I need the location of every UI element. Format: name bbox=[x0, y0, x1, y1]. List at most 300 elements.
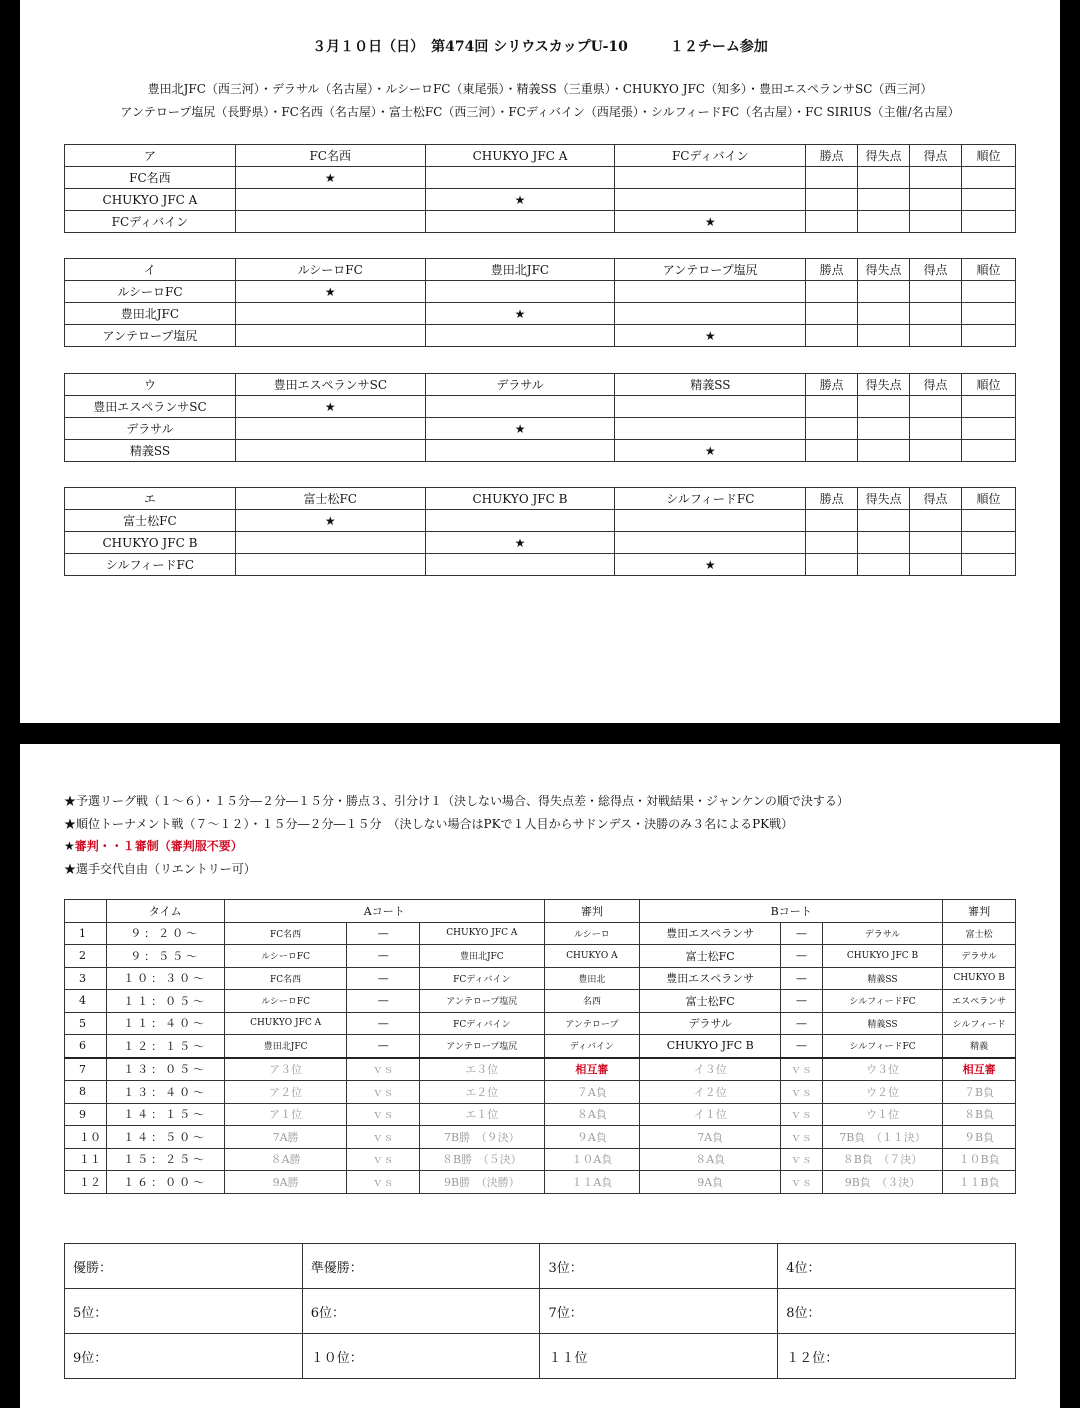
a-referee: 豊田北 bbox=[544, 967, 640, 990]
star-icon: ★ bbox=[615, 325, 806, 347]
group-name: ア bbox=[65, 145, 236, 167]
b-team-1: 富士松FC bbox=[640, 990, 781, 1013]
group-table bbox=[64, 144, 1016, 233]
a-team-2: エ３位 bbox=[420, 1058, 545, 1081]
group-row-team: 豊田北JFC bbox=[65, 303, 236, 325]
results-row bbox=[65, 1244, 1016, 1289]
group-stat-header: 順位 bbox=[962, 145, 1016, 167]
b-team-1: デラサル bbox=[640, 1012, 781, 1035]
stat-cell bbox=[910, 554, 962, 576]
stat-cell bbox=[806, 532, 858, 554]
group-row bbox=[65, 554, 1016, 576]
group-column-team: シルフィードFC bbox=[615, 488, 806, 510]
match-number: １０ bbox=[65, 1126, 107, 1149]
group-stat-header: 得点 bbox=[910, 374, 962, 396]
results-row bbox=[65, 1289, 1016, 1334]
b-team-2: ８B負 （７決） bbox=[822, 1148, 942, 1171]
star-icon: ★ bbox=[235, 510, 425, 532]
star-icon: ★ bbox=[615, 440, 806, 462]
schedule-row bbox=[65, 922, 1016, 945]
schedule-row bbox=[65, 1035, 1016, 1058]
stat-cell bbox=[961, 303, 1015, 325]
match-time: ９：２０～ bbox=[106, 922, 224, 945]
result-cell bbox=[615, 396, 806, 418]
group-row-team: CHUKYO JFC A bbox=[65, 189, 236, 211]
a-team-2: CHUKYO JFC A bbox=[420, 922, 545, 945]
schedule-row bbox=[65, 1103, 1016, 1126]
a-separator: — bbox=[347, 945, 420, 968]
b-referee: デラサル bbox=[943, 945, 1016, 968]
a-separator: ｖｓ bbox=[347, 1148, 420, 1171]
b-separator: ｖｓ bbox=[781, 1081, 823, 1104]
result-cell bbox=[615, 281, 806, 303]
a-team-2: エ２位 bbox=[420, 1081, 545, 1104]
b-team-1: 9A負 bbox=[640, 1171, 781, 1194]
placement-cell: １０位： bbox=[302, 1334, 540, 1379]
stat-cell bbox=[858, 211, 910, 233]
group-stat-header: 順位 bbox=[961, 259, 1015, 281]
stat-cell bbox=[910, 510, 962, 532]
a-separator: — bbox=[347, 990, 420, 1013]
header-no bbox=[65, 900, 107, 923]
schedule-row bbox=[65, 990, 1016, 1013]
b-team-1: ８A負 bbox=[640, 1148, 781, 1171]
placement-cell: 3位： bbox=[540, 1244, 778, 1289]
b-team-2: 精義SS bbox=[822, 1012, 942, 1035]
b-referee: 精義 bbox=[943, 1035, 1016, 1058]
stat-cell bbox=[858, 167, 910, 189]
match-time: ９：５５～ bbox=[106, 945, 224, 968]
result-cell bbox=[425, 167, 615, 189]
group-row bbox=[65, 281, 1016, 303]
match-number: 5 bbox=[65, 1012, 107, 1035]
result-cell bbox=[615, 418, 806, 440]
a-team-2: ８B勝 （５決） bbox=[420, 1148, 545, 1171]
result-cell bbox=[615, 303, 806, 325]
stat-cell bbox=[806, 303, 858, 325]
group-stat-header: 得失点 bbox=[858, 488, 910, 510]
a-referee: １１A負 bbox=[544, 1171, 640, 1194]
match-number: 8 bbox=[65, 1081, 107, 1104]
stat-cell bbox=[910, 211, 962, 233]
group-row-team: FC名西 bbox=[65, 167, 236, 189]
group-stat-header: 得失点 bbox=[858, 145, 910, 167]
group-table bbox=[64, 373, 1016, 462]
b-separator: ｖｓ bbox=[781, 1126, 823, 1149]
group-stat-header: 順位 bbox=[962, 374, 1016, 396]
a-team-1: ルシーロFC bbox=[224, 990, 347, 1013]
result-cell bbox=[615, 532, 806, 554]
group-row bbox=[65, 167, 1016, 189]
group-row-team: CHUKYO JFC B bbox=[65, 532, 236, 554]
group-row-team: デラサル bbox=[65, 418, 236, 440]
schedule-row bbox=[65, 945, 1016, 968]
a-team-1: 7A勝 bbox=[224, 1126, 347, 1149]
group-row bbox=[65, 189, 1016, 211]
star-icon: ★ bbox=[615, 211, 806, 233]
result-cell bbox=[425, 211, 615, 233]
group-stat-header: 勝点 bbox=[806, 374, 858, 396]
schedule-row bbox=[65, 967, 1016, 990]
match-time: １２：１５～ bbox=[106, 1035, 224, 1058]
stat-cell bbox=[962, 510, 1016, 532]
a-team-2: 豊田北JFC bbox=[420, 945, 545, 968]
rule-referee-text: 審判・・１審制（審判服不要） bbox=[74, 839, 243, 853]
a-referee: ルシーロ bbox=[544, 922, 640, 945]
a-team-1: 9A勝 bbox=[224, 1171, 347, 1194]
stat-cell bbox=[910, 167, 962, 189]
group-stat-header: 得失点 bbox=[858, 374, 910, 396]
match-number: 1 bbox=[65, 922, 107, 945]
group-column-team: 豊田北JFC bbox=[425, 259, 615, 281]
placement-cell: 9位： bbox=[65, 1334, 303, 1379]
match-time: １５：２５～ bbox=[106, 1148, 224, 1171]
b-team-2: ウ２位 bbox=[822, 1081, 942, 1104]
stat-cell bbox=[910, 396, 962, 418]
stat-cell bbox=[962, 211, 1016, 233]
group-column-team: CHUKYO JFC A bbox=[425, 145, 615, 167]
stat-cell bbox=[806, 554, 858, 576]
group-column-team: 精義SS bbox=[615, 374, 806, 396]
placement-cell: 7位： bbox=[540, 1289, 778, 1334]
b-separator: ｖｓ bbox=[781, 1058, 823, 1081]
group-row-team: ルシーロFC bbox=[65, 281, 236, 303]
b-referee: １１B負 bbox=[943, 1171, 1016, 1194]
result-cell bbox=[425, 554, 615, 576]
a-team-2: 9B勝 （決勝） bbox=[420, 1171, 545, 1194]
match-time: １３：０５～ bbox=[106, 1058, 224, 1081]
group-column-team: 富士松FC bbox=[235, 488, 425, 510]
group-row bbox=[65, 211, 1016, 233]
match-number: 9 bbox=[65, 1103, 107, 1126]
schedule-row bbox=[65, 1081, 1016, 1104]
b-team-1: CHUKYO JFC B bbox=[640, 1035, 781, 1058]
b-team-1: 豊田エスペランサ bbox=[640, 967, 781, 990]
match-time: １４：１５～ bbox=[106, 1103, 224, 1126]
stat-cell bbox=[806, 440, 858, 462]
stat-cell bbox=[910, 418, 962, 440]
group-row-team: シルフィードFC bbox=[65, 554, 236, 576]
stat-cell bbox=[910, 189, 962, 211]
stat-cell bbox=[961, 325, 1015, 347]
b-team-1: 富士松FC bbox=[640, 945, 781, 968]
stat-cell bbox=[858, 189, 910, 211]
result-cell bbox=[235, 440, 425, 462]
b-separator: ｖｓ bbox=[781, 1148, 823, 1171]
b-team-2: デラサル bbox=[822, 922, 942, 945]
match-time: １６：００～ bbox=[106, 1171, 224, 1194]
a-team-1: CHUKYO JFC A bbox=[224, 1012, 347, 1035]
group-stat-header: 勝点 bbox=[806, 259, 858, 281]
a-referee: ７A負 bbox=[544, 1081, 640, 1104]
schedule-row bbox=[65, 1126, 1016, 1149]
schedule-header-row bbox=[65, 900, 1016, 923]
result-cell bbox=[425, 281, 615, 303]
header-b-ref: 審判 bbox=[943, 900, 1016, 923]
stat-cell bbox=[858, 303, 910, 325]
placement-cell: 6位： bbox=[302, 1289, 540, 1334]
rule-referee bbox=[64, 837, 243, 854]
group-row bbox=[65, 303, 1016, 325]
group-column-team: ルシーロFC bbox=[235, 259, 425, 281]
b-referee: ７B負 bbox=[943, 1081, 1016, 1104]
b-separator: — bbox=[781, 945, 823, 968]
b-team-2: 7B負 （１１決） bbox=[822, 1126, 942, 1149]
stat-cell bbox=[858, 325, 910, 347]
group-row bbox=[65, 440, 1016, 462]
a-team-1: 豊田北JFC bbox=[224, 1035, 347, 1058]
stat-cell bbox=[858, 396, 910, 418]
result-cell bbox=[235, 303, 425, 325]
group-stat-header: 得点 bbox=[910, 145, 962, 167]
teams-line-2: アンテロープ塩尻（長野県）・FC名西（名古屋）・富士松FC（西三河）・FCディバイン（西尾張）・シルフィードFC（名古屋）・FC SIRIUS（主催/名古屋） bbox=[120, 105, 960, 119]
b-referee: 富士松 bbox=[943, 922, 1016, 945]
a-separator: ｖｓ bbox=[347, 1081, 420, 1104]
group-column-team: FCディバイン bbox=[615, 145, 806, 167]
group-table bbox=[64, 487, 1016, 576]
match-time: １１：０５～ bbox=[106, 990, 224, 1013]
a-separator: ｖｓ bbox=[347, 1103, 420, 1126]
result-cell bbox=[425, 325, 615, 347]
match-number: 7 bbox=[65, 1058, 107, 1081]
result-cell bbox=[235, 532, 425, 554]
result-cell bbox=[235, 418, 425, 440]
placement-cell: 優勝： bbox=[65, 1244, 303, 1289]
placement-cell: １２位： bbox=[778, 1334, 1016, 1379]
b-team-1: イ２位 bbox=[640, 1081, 781, 1104]
group-column-team: FC名西 bbox=[235, 145, 425, 167]
stat-cell bbox=[962, 532, 1016, 554]
group-row-team: 富士松FC bbox=[65, 510, 236, 532]
a-separator: ｖｓ bbox=[347, 1058, 420, 1081]
schedule-table bbox=[64, 899, 1016, 1194]
schedule-row bbox=[65, 1012, 1016, 1035]
schedule-row bbox=[65, 1058, 1016, 1081]
b-separator: — bbox=[781, 967, 823, 990]
b-referee: １０B負 bbox=[943, 1148, 1016, 1171]
group-stat-header: 勝点 bbox=[806, 488, 858, 510]
teams-line-1: 豊田北JFC（西三河）・デラサル（名古屋）・ルシーロFC（東尾張）・精義SS（三重県）・CHUKYO JFC（知多）・豊田エスペランサSC（西三河） bbox=[147, 82, 933, 96]
rule-star: ★ bbox=[64, 839, 75, 853]
page-1 bbox=[20, 0, 1060, 723]
match-time: １４：５０～ bbox=[106, 1126, 224, 1149]
rule-tournament: ★順位トーナメント戦（７～１２）・１５分―２分―１５分 （決しない場合はPKで１人目からサドンデス・決勝のみ３名によるPK戦） bbox=[64, 817, 794, 831]
a-separator: ｖｓ bbox=[347, 1171, 420, 1194]
b-separator: — bbox=[781, 1035, 823, 1058]
group-row bbox=[65, 418, 1016, 440]
b-team-1: 豊田エスペランサ bbox=[640, 922, 781, 945]
results-table bbox=[64, 1243, 1016, 1379]
b-referee: エスペランサ bbox=[943, 990, 1016, 1013]
a-referee: ８A負 bbox=[544, 1103, 640, 1126]
stat-cell bbox=[962, 396, 1016, 418]
group-table bbox=[64, 258, 1016, 347]
star-icon: ★ bbox=[425, 532, 615, 554]
a-team-1: ８A勝 bbox=[224, 1148, 347, 1171]
group-stat-header: 勝点 bbox=[806, 145, 858, 167]
stat-cell bbox=[910, 303, 962, 325]
b-referee: CHUKYO B bbox=[943, 967, 1016, 990]
stat-cell bbox=[806, 510, 858, 532]
stat-cell bbox=[806, 167, 858, 189]
a-team-2: アンテロープ塩尻 bbox=[420, 990, 545, 1013]
group-row-team: FCディバイン bbox=[65, 211, 236, 233]
group-row bbox=[65, 325, 1016, 347]
a-team-2: 7B勝 （９決） bbox=[420, 1126, 545, 1149]
match-number: 2 bbox=[65, 945, 107, 968]
stat-cell bbox=[858, 281, 910, 303]
schedule-row bbox=[65, 1171, 1016, 1194]
b-team-2: シルフィードFC bbox=[822, 1035, 942, 1058]
a-referee: ９A負 bbox=[544, 1126, 640, 1149]
b-team-2: シルフィードFC bbox=[822, 990, 942, 1013]
a-team-2: FCディバイン bbox=[420, 1012, 545, 1035]
a-team-1: ルシーロFC bbox=[224, 945, 347, 968]
a-referee: CHUKYO A bbox=[544, 945, 640, 968]
stat-cell bbox=[910, 440, 962, 462]
match-number: 6 bbox=[65, 1035, 107, 1058]
star-icon: ★ bbox=[425, 418, 615, 440]
a-referee: １０A負 bbox=[544, 1148, 640, 1171]
a-referee: 相互審 bbox=[544, 1058, 640, 1081]
header-a-ref: 審判 bbox=[544, 900, 640, 923]
results-row bbox=[65, 1334, 1016, 1379]
placement-cell: 5位： bbox=[65, 1289, 303, 1334]
a-team-1: FC名西 bbox=[224, 967, 347, 990]
header-a-court: Aコート bbox=[224, 900, 544, 923]
group-column-team: CHUKYO JFC B bbox=[425, 488, 615, 510]
result-cell bbox=[615, 189, 806, 211]
b-team-1: イ３位 bbox=[640, 1058, 781, 1081]
a-referee: アンテロープ bbox=[544, 1012, 640, 1035]
b-separator: — bbox=[781, 1012, 823, 1035]
match-number: 3 bbox=[65, 967, 107, 990]
star-icon: ★ bbox=[235, 281, 425, 303]
b-separator: ｖｓ bbox=[781, 1103, 823, 1126]
b-referee: ８B負 bbox=[943, 1103, 1016, 1126]
a-referee: ディバイン bbox=[544, 1035, 640, 1058]
header-b-court: Bコート bbox=[640, 900, 943, 923]
a-team-1: ア３位 bbox=[224, 1058, 347, 1081]
page-2 bbox=[20, 744, 1060, 1408]
a-team-1: ア１位 bbox=[224, 1103, 347, 1126]
a-separator: — bbox=[347, 1035, 420, 1058]
b-team-1: イ１位 bbox=[640, 1103, 781, 1126]
stat-cell bbox=[806, 189, 858, 211]
match-time: １０：３０～ bbox=[106, 967, 224, 990]
stat-cell bbox=[858, 418, 910, 440]
group-name: エ bbox=[65, 488, 236, 510]
group-row bbox=[65, 532, 1016, 554]
group-name: ウ bbox=[65, 374, 236, 396]
a-team-2: アンテロープ塩尻 bbox=[420, 1035, 545, 1058]
b-team-2: 精義SS bbox=[822, 967, 942, 990]
stat-cell bbox=[962, 189, 1016, 211]
a-separator: — bbox=[347, 1012, 420, 1035]
star-icon: ★ bbox=[425, 303, 615, 325]
b-referee: シルフィード bbox=[943, 1012, 1016, 1035]
stat-cell bbox=[961, 281, 1015, 303]
stat-cell bbox=[858, 440, 910, 462]
stat-cell bbox=[910, 325, 962, 347]
a-separator: — bbox=[347, 922, 420, 945]
b-referee: ９B負 bbox=[943, 1126, 1016, 1149]
b-team-1: 7A負 bbox=[640, 1126, 781, 1149]
match-number: 4 bbox=[65, 990, 107, 1013]
result-cell bbox=[425, 396, 615, 418]
match-time: １１：４０～ bbox=[106, 1012, 224, 1035]
group-row bbox=[65, 396, 1016, 418]
b-separator: — bbox=[781, 922, 823, 945]
group-row bbox=[65, 510, 1016, 532]
b-team-2: ウ１位 bbox=[822, 1103, 942, 1126]
placement-cell: １１位 bbox=[540, 1334, 778, 1379]
stat-cell bbox=[910, 281, 962, 303]
group-stat-header: 順位 bbox=[962, 488, 1016, 510]
a-team-1: FC名西 bbox=[224, 922, 347, 945]
placement-cell: 準優勝： bbox=[302, 1244, 540, 1289]
stat-cell bbox=[910, 532, 962, 554]
result-cell bbox=[615, 167, 806, 189]
stat-cell bbox=[806, 281, 858, 303]
group-stat-header: 得点 bbox=[910, 488, 962, 510]
b-separator: — bbox=[781, 990, 823, 1013]
group-row-team: アンテロープ塩尻 bbox=[65, 325, 236, 347]
stat-cell bbox=[858, 510, 910, 532]
b-team-2: 9B負 （３決） bbox=[822, 1171, 942, 1194]
page-title: ３月１０日（日） 第474回 シリウスカップU-10 １２チーム参加 bbox=[312, 39, 768, 55]
match-number: １１ bbox=[65, 1148, 107, 1171]
group-column-team: 豊田エスペランサSC bbox=[235, 374, 425, 396]
b-separator: ｖｓ bbox=[781, 1171, 823, 1194]
placement-cell: 4位： bbox=[778, 1244, 1016, 1289]
stat-cell bbox=[858, 554, 910, 576]
result-cell bbox=[615, 510, 806, 532]
star-icon: ★ bbox=[235, 396, 425, 418]
a-separator: — bbox=[347, 967, 420, 990]
match-number: １２ bbox=[65, 1171, 107, 1194]
result-cell bbox=[235, 325, 425, 347]
header-time: タイム bbox=[106, 900, 224, 923]
stat-cell bbox=[806, 396, 858, 418]
group-stat-header: 得失点 bbox=[858, 259, 910, 281]
stat-cell bbox=[806, 418, 858, 440]
result-cell bbox=[425, 510, 615, 532]
result-cell bbox=[235, 189, 425, 211]
b-referee: 相互審 bbox=[943, 1058, 1016, 1081]
stat-cell bbox=[962, 418, 1016, 440]
group-row-team: 精義SS bbox=[65, 440, 236, 462]
star-icon: ★ bbox=[235, 167, 425, 189]
stat-cell bbox=[962, 440, 1016, 462]
a-team-2: エ１位 bbox=[420, 1103, 545, 1126]
schedule-row bbox=[65, 1148, 1016, 1171]
star-icon: ★ bbox=[425, 189, 615, 211]
stat-cell bbox=[962, 554, 1016, 576]
group-column-team: デラサル bbox=[425, 374, 615, 396]
stat-cell bbox=[962, 167, 1016, 189]
b-team-2: ウ３位 bbox=[822, 1058, 942, 1081]
stat-cell bbox=[806, 211, 858, 233]
rule-substitution: ★選手交代自由（リエントリー可） bbox=[64, 862, 256, 876]
group-name: イ bbox=[65, 259, 236, 281]
stat-cell bbox=[806, 325, 858, 347]
result-cell bbox=[235, 211, 425, 233]
a-referee: 名西 bbox=[544, 990, 640, 1013]
match-time: １３：４０～ bbox=[106, 1081, 224, 1104]
group-row-team: 豊田エスペランサSC bbox=[65, 396, 236, 418]
rule-league: ★予選リーグ戦（１～６）・１５分―２分―１５分・勝点３、引分け１（決しない場合、得失点差・総得点・対戦結果・ジャンケンの順で決する） bbox=[64, 794, 849, 808]
